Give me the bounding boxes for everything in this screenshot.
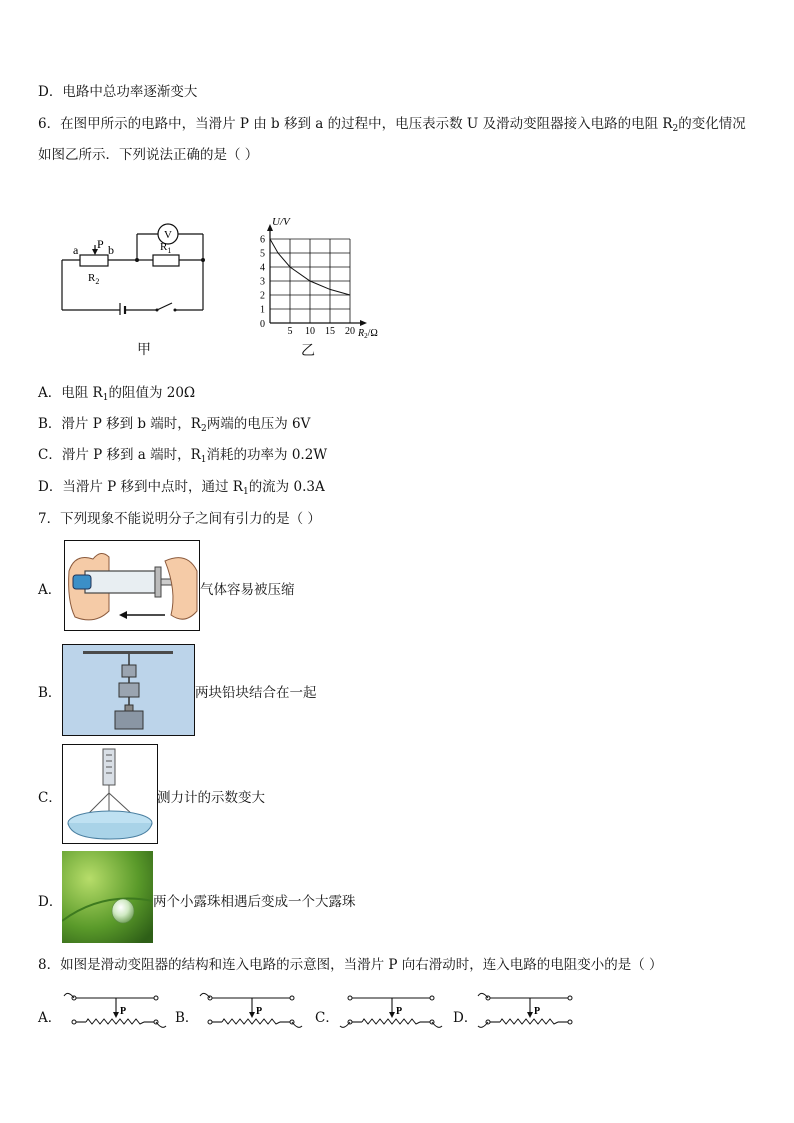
q6-stem-line2: 如图乙所示．下列说法正确的是（ ）	[38, 147, 259, 163]
q8-option-c-label: C．	[315, 1010, 339, 1026]
syringe-image	[64, 540, 200, 631]
switch	[157, 303, 172, 310]
u-r2-chart	[245, 212, 395, 340]
chart-ticks	[260, 235, 355, 338]
circuit-diagram	[55, 215, 215, 315]
y-tick-label: 6	[260, 234, 265, 246]
label-r2: $R_2$	[88, 272, 100, 286]
lead-blocks-image	[62, 644, 195, 736]
q6-option-a: A．电阻 $R_1$的阻值为 20Ω	[38, 385, 196, 403]
y-tick-label: 5	[260, 248, 265, 260]
dew-drop-image	[62, 851, 153, 943]
x-tick-label: 15	[325, 326, 335, 337]
y-tick-label: 3	[260, 276, 265, 288]
q6-option-d: D．当滑片 P 移到中点时，通过 $R_1$的流为 0.3A	[38, 479, 325, 497]
q7-option-b-label: B．	[38, 685, 62, 701]
origin-label: 0	[260, 319, 265, 330]
chart-ylabel: U/V	[272, 216, 290, 228]
q7-option-c-label: C．	[38, 790, 62, 806]
resistor-r1	[153, 255, 179, 266]
label-v: V	[164, 229, 172, 241]
q7-option-a-label: A．	[38, 582, 62, 598]
q7-option-d-label: D．	[38, 894, 63, 910]
slider-p-label: P	[256, 1006, 263, 1017]
rheostat-diagram-a	[62, 988, 168, 1032]
y-tick-label: 4	[260, 262, 265, 274]
q7-option-a-caption: 气体容易被压缩	[200, 582, 295, 598]
slider-p-label: P	[534, 1006, 541, 1017]
circuit-caption: 甲	[137, 342, 151, 358]
x-tick-label: 5	[287, 326, 293, 337]
y-tick-label: 1	[260, 304, 265, 316]
label-a: a	[73, 243, 79, 257]
x-tick-label: 20	[345, 326, 355, 337]
q8-stem: 8．如图是滑动变阻器的结构和连入电路的示意图，当滑片 P 向右滑动时，连入电路的电阻变小的是（ ）	[38, 957, 663, 973]
q6-option-b: B．滑片 P 移到 b 端时，$R_2$两端的电压为 6V	[38, 416, 311, 434]
x-axis-arrow	[360, 320, 367, 326]
q6-stem-line1: 6．在图甲所示的电路中，当滑片 P 由 b 移到 a 的过程中，电压表示数 U 及滑动变阻器接入电路的电阻 $R_2$的变化情况	[38, 116, 746, 134]
y-tick-label: 2	[260, 290, 265, 302]
q8-option-a-label: A．	[38, 1010, 62, 1026]
rheostat-diagram-b	[198, 988, 304, 1032]
resistor-r2	[80, 255, 108, 266]
q7-option-b-caption: 两块铅块结合在一起	[195, 685, 317, 701]
q8-option-b-label: B．	[175, 1010, 199, 1026]
q7-option-d-caption: 两个小露珠相遇后变成一个大露珠	[153, 894, 356, 910]
label-r1: $R_1$	[160, 241, 172, 255]
label-p: P	[97, 237, 104, 251]
q6-option-c: C．滑片 P 移到 a 端时，$R_1$消耗的功率为 0.2W	[38, 447, 328, 465]
q7-option-c-caption: 测力计的示数变大	[157, 790, 265, 806]
slider-p-label: P	[396, 1006, 403, 1017]
x-tick-label: 10	[305, 326, 315, 337]
rheostat-diagram-c	[338, 988, 444, 1032]
q5-option-d: D．电路中总功率逐渐变大	[38, 84, 198, 100]
slider-p-label: P	[120, 1006, 127, 1017]
spring-scale-image	[62, 744, 158, 844]
chart-xlabel: $R_2/\Omega$	[358, 328, 378, 340]
label-b: b	[108, 243, 114, 257]
q7-stem: 7．下列现象不能说明分子之间有引力的是（ ）	[38, 511, 321, 527]
rheostat-diagram-d	[476, 988, 582, 1032]
chart-caption: 乙	[301, 343, 315, 359]
q8-option-d-label: D．	[453, 1010, 478, 1026]
